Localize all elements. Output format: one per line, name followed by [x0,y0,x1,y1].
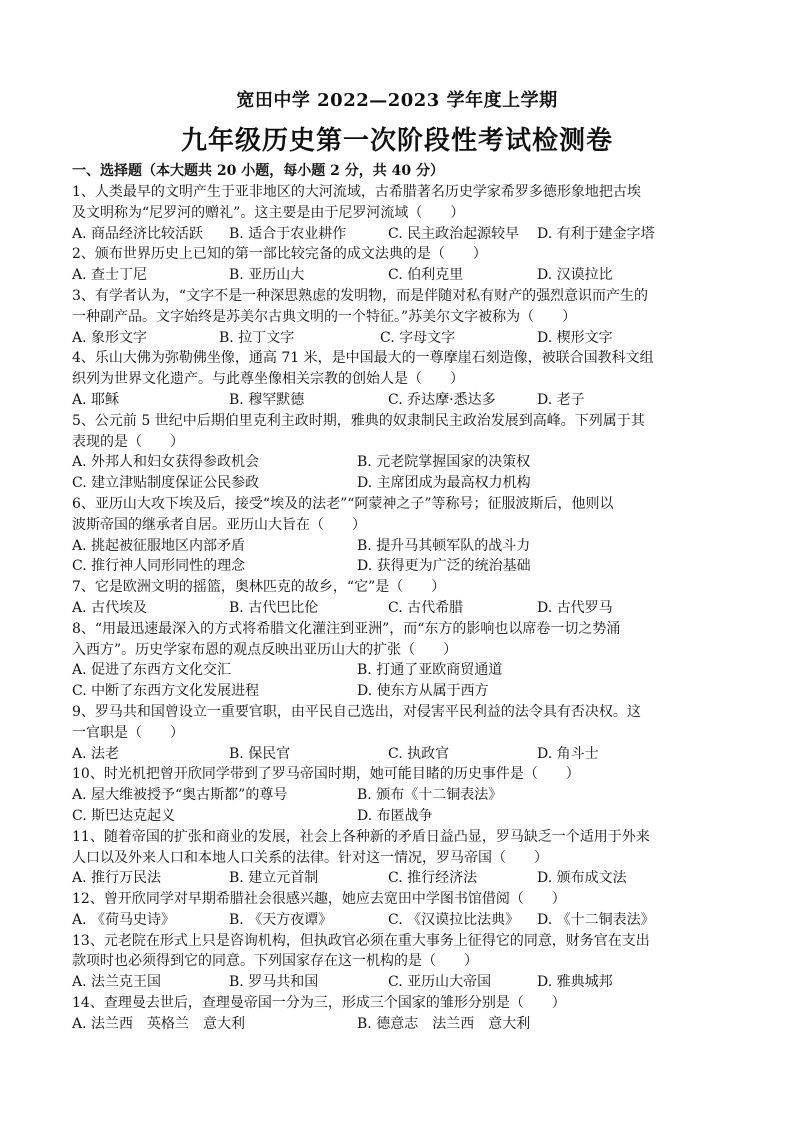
question-14 [72,993,732,1035]
option-a: A. 挑起被征服地区内部矛盾 [72,537,246,554]
option-a: A. 法老 [72,745,120,762]
question-4 [72,348,732,410]
option-d: D. 主席团成为最高权力机构 [357,475,531,492]
option-b: B. 元老院掌握国家的决策权 [357,454,531,471]
question-9 [72,702,732,764]
question-stem-line: 2、颁布世界历史上已知的第一部比较完备的成文法典的是（ ） [72,246,487,263]
option-c: C. 《汉谟拉比法典》 [388,911,520,928]
option-b: B. 拉丁文字 [219,329,295,346]
option-c: C. 伯利克里 [388,267,464,284]
options-row [72,868,732,889]
question-stem-line: 款项时也必须得到它的同意。下列国家存在这一机构的是（ ） [72,953,478,970]
option-c: C. 古代希腊 [388,599,464,616]
option-c: C. 推行经济法 [388,870,478,887]
option-b: B. 适合于农业耕作 [229,225,347,242]
question-stem-line: 织列为世界文化遗产。与此尊坐像相关宗教的创始人是（ ） [72,371,464,388]
option-d: D. 《十二铜表法》 [537,911,655,928]
options-row [72,452,732,473]
question-stem-line: 一官职是（ ） [72,724,184,741]
options-row [72,910,732,931]
question-7 [72,577,732,619]
option-d: D. 汉谟拉比 [537,267,613,284]
question-13 [72,931,732,993]
options-row [72,328,732,349]
option-d: D. 古代罗马 [537,599,613,616]
option-a: A. 法兰西 英格兰 意大利 [72,1015,246,1032]
option-a: A. 推行万民法 [72,870,162,887]
option-c: C. 推行神人同形同性的理念 [72,558,246,575]
option-a: A. 查士丁尼 [72,267,148,284]
option-a: A. 商品经济比较活跃 [72,225,204,242]
option-a: A. 象形文字 [72,329,148,346]
question-stem-line: 9、罗马共和国曾设立一重要官职，由平民自己选出，对侵害平民利益的法令具有否决权。这 [72,703,641,720]
question-stem-line: 6、亚历山大攻下埃及后，接受“埃及的法老”“阿蒙神之子”等称号；征服波斯后，他则以 [72,495,614,512]
option-c: C. 民主政治起源较早 [388,225,520,242]
options-row [72,390,732,411]
question-stem-line: 及文明称为“尼罗河的赠礼”。这主要是由于尼罗河流域（ ） [72,204,465,221]
exam-title: 九年级历史第一次阶段性考试检测卷 [180,126,613,156]
question-8 [72,619,732,702]
options-row [72,224,732,245]
question-12 [72,889,732,931]
option-b: B. 罗马共和国 [229,974,319,991]
school-term-heading: 宽田中学 2022—2023 学年度上学期 [236,90,558,111]
question-stem-line: 入西方”。历史学家布恩的观点反映出亚历山大的扩张（ ） [72,641,458,658]
option-d: D. 老子 [537,391,585,408]
option-c: C. 建立津贴制度保证公民参政 [72,475,260,492]
option-a: A. 古代埃及 [72,599,148,616]
option-b: B. 《天方夜谭》 [229,911,333,928]
question-stem-line: 14、查理曼去世后，查理曼帝国一分为三，形成三个国家的雏形分别是（ ） [72,995,566,1012]
option-a: A. 促进了东西方文化交汇 [72,662,232,679]
question-stem-line: 12、曾开欣同学对早期希腊社会很感兴趣，她应去宽田中学图书馆借阅（ ） [72,891,566,908]
question-6 [72,494,732,577]
question-5 [72,411,732,494]
option-b: B. 提升马其顿军队的战斗力 [357,537,531,554]
options-row [72,681,732,702]
option-c: C. 字母文字 [380,329,456,346]
question-1 [72,182,732,244]
question-stem-line: 7、它是欧洲文明的摇篮，奥林匹克的故乡，“它”是（ ） [72,579,446,596]
option-d: D. 使东方从属于西方 [357,683,489,700]
question-stem-line: 11、随着帝国的扩张和商业的发展，社会上各种新的矛盾日益凸显，罗马缺乏一个适用于外来 [72,828,650,845]
option-b: B. 建立元首制 [229,870,319,887]
options-row [72,536,732,557]
options-row [72,598,732,619]
option-b: B. 古代巴比伦 [229,599,319,616]
option-b: B. 亚历山大 [229,267,305,284]
option-c: C. 执政官 [388,745,450,762]
question-stem-line: 人口以及外来人口和本地人口关系的法律。针对这一情况，罗马帝国（ ） [72,849,548,866]
question-11 [72,827,732,889]
question-stem-line: 1、人类最早的文明产生于亚非地区的大河流域，古希腊著名历史学家希罗多德形象地把古埃 [72,184,641,200]
options-row [72,265,732,286]
option-d: D. 有利于建金字塔 [537,225,655,242]
option-d: D. 颁布成文法 [537,870,627,887]
option-c: C. 乔达摩·悉达多 [388,391,496,408]
section-heading: 一、选择题（本大题共 20 小题，每小题 2 分，共 40 分） [72,163,444,179]
option-c: C. 中断了东西方文化发展进程 [72,683,260,700]
options-row [72,744,732,765]
question-stem-line: 10、时光机把曾开欣同学带到了罗马帝国时期，她可能目睹的历史事件是（ ） [72,766,580,783]
options-row [72,972,732,993]
options-row [72,806,732,827]
options-row [72,785,732,806]
question-stem-line: 3、有学者认为，“文字不是一种深思熟虑的发明物，而是伴随对私有财产的强烈意识而产生的 [72,287,649,304]
option-d: D. 获得更为广泛的统治基础 [357,558,531,575]
question-stem-line: 一种副产品。文字始终是苏美尔古典文明的一个特征。”苏美尔文字被称为（ ） [72,308,577,325]
question-3 [72,286,732,348]
option-a: A. 耶稣 [72,391,120,408]
question-2 [72,244,732,286]
option-a: A. 《荷马史诗》 [72,911,176,928]
option-b: B. 穆罕默德 [229,391,305,408]
option-c: C. 斯巴达克起义 [72,807,176,824]
option-b: B. 打通了亚欧商贸通道 [357,662,503,679]
question-10 [72,764,732,826]
question-stem-line: 4、乐山大佛为弥勒佛坐像，通高 71 米，是中国最大的一尊摩崖石刻造像，被联合国教科文组 [72,350,654,367]
option-d: D. 角斗士 [537,745,599,762]
option-a: A. 屋大维被授予“奥古斯都”的尊号 [72,787,288,804]
option-a: A. 外邦人和妇女获得参政机会 [72,454,260,471]
question-stem-line: 表现的是（ ） [72,433,184,450]
option-d: D. 楔形文字 [537,329,613,346]
options-row [72,473,732,494]
options-row [72,1014,732,1035]
option-d: D. 布匿战争 [357,807,433,824]
question-stem-line: 5、公元前 5 世纪中后期伯里克利主政时期，雅典的奴隶制民主政治发展到高峰。下列属于其 [72,412,645,429]
option-b: B. 保民官 [229,745,291,762]
option-d: D. 雅典城邦 [537,974,613,991]
question-stem-line: 13、元老院在形式上只是咨询机构，但执政官必须在重大事务上征得它的同意，财务官在支出 [72,932,650,949]
option-c: C. 亚历山大帝国 [388,974,492,991]
option-a: A. 法兰克王国 [72,974,162,991]
option-b: B. 德意志 法兰西 意大利 [357,1015,531,1032]
question-stem-line: 波斯帝国的继承者自居。亚历山大旨在（ ） [72,516,366,533]
question-stem-line: 8、“用最迅速最深入的方式将希腊文化灌注到亚洲”，而“东方的影响也以席卷一切之势涌 [72,620,621,637]
options-row [72,660,732,681]
options-row [72,556,732,577]
exam-content [72,160,732,1035]
option-b: B. 颁布《十二铜表法》 [357,787,503,804]
question-list [72,182,732,1035]
